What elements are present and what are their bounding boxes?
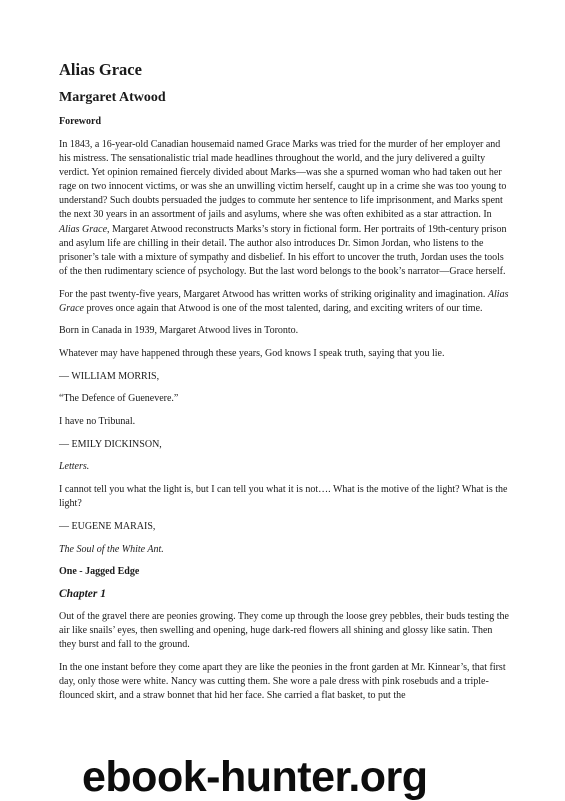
epigraph-attribution-3: — EUGENE MARAIS,: [59, 520, 156, 532]
chapter-paragraph-1: Out of the gravel there are peonies growing. They come up through the loose grey pebbles, their buds testing the air like snails’ eyes, then swelling and opening, huge dark-red flowers all shining and glossy like satin. Then they burst and fall to the ground.: [59, 611, 509, 651]
epigraph-source-3: The Soul of the White Ant.: [59, 543, 164, 555]
epigraph-quote-1: Whatever may have happened through these years, God knows I speak truth, saying that you lie.: [59, 348, 445, 359]
epigraph-quote-3: I cannot tell you what the light is, but I can tell you what it is not…. What is the motive of the light? What is the light?: [59, 484, 508, 510]
document-page: [59, 60, 509, 712]
epigraph-attribution-1: — WILLIAM MORRIS,: [59, 370, 160, 382]
foreword-paragraph-1: In 1843, a 16-year-old Canadian housemaid named Grace Marks was tried for the murder of her employer and his mistress. The sensationalistic trial made headlines throughout the world, and the jury delivered a guilty verdict. Yet opinion remained fiercely divided about Marks—was she a spurned woman who had taken out her rage on two innocent victims, or was she an unwilling victim herself, caught up in a crime she was too young to understand? Such doubts persuaded the judges to commute her sentence to life imprisonment, and Marks spent the next 30 years in an assortment of jails and asylums, where she was often exhibited as a star attraction. In Alias Grace, Margaret Atwood reconstructs Marks’s story in fictional form. Her portraits of 19th-century prison and asylum life are chilling in their detail. The author also introduces Dr. Simon Jordan, who listens to the prisoner’s tale with a mixture of sympathy and disbelief. In his effort to uncover the truth, Jordan uses the tools of the then rudimentary science of psychology. But the last word belongs to the book’s narrator—Grace herself.: [59, 139, 507, 277]
foreword-heading: Foreword: [59, 116, 102, 127]
chapter-paragraph-2: In the one instant before they come apart they are like the peonies in the front garden at Mr. Kinnear’s, that first day, only those were white. Nancy was cutting them. She wore a pale dress with pink rosebuds and a triple-flounced skirt, and a straw bonnet that hid her face. She carried a flat basket, to put the: [59, 662, 506, 702]
part-heading: One - Jagged Edge: [59, 566, 140, 578]
chapter-heading: Chapter 1: [59, 588, 106, 601]
epigraph-attribution-2: — EMILY DICKINSON,: [59, 438, 162, 450]
author-bio: Born in Canada in 1939, Margaret Atwood lives in Toronto.: [59, 325, 299, 337]
epigraph-quote-2: I have no Tribunal.: [59, 416, 136, 428]
watermark: ebook-hunter.org: [82, 753, 428, 801]
epigraph-source-1: “The Defence of Guenevere.”: [59, 393, 179, 405]
book-author: Margaret Atwood: [59, 90, 166, 105]
foreword-paragraph-2: For the past twenty-five years, Margaret Atwood has written works of striking originality and imagination. Alias Grace proves once again that Atwood is one of the most talented, daring, and exciting writers of our time.: [59, 288, 509, 314]
book-title: Alias Grace: [59, 60, 142, 79]
epigraph-source-2: Letters.: [59, 461, 90, 473]
